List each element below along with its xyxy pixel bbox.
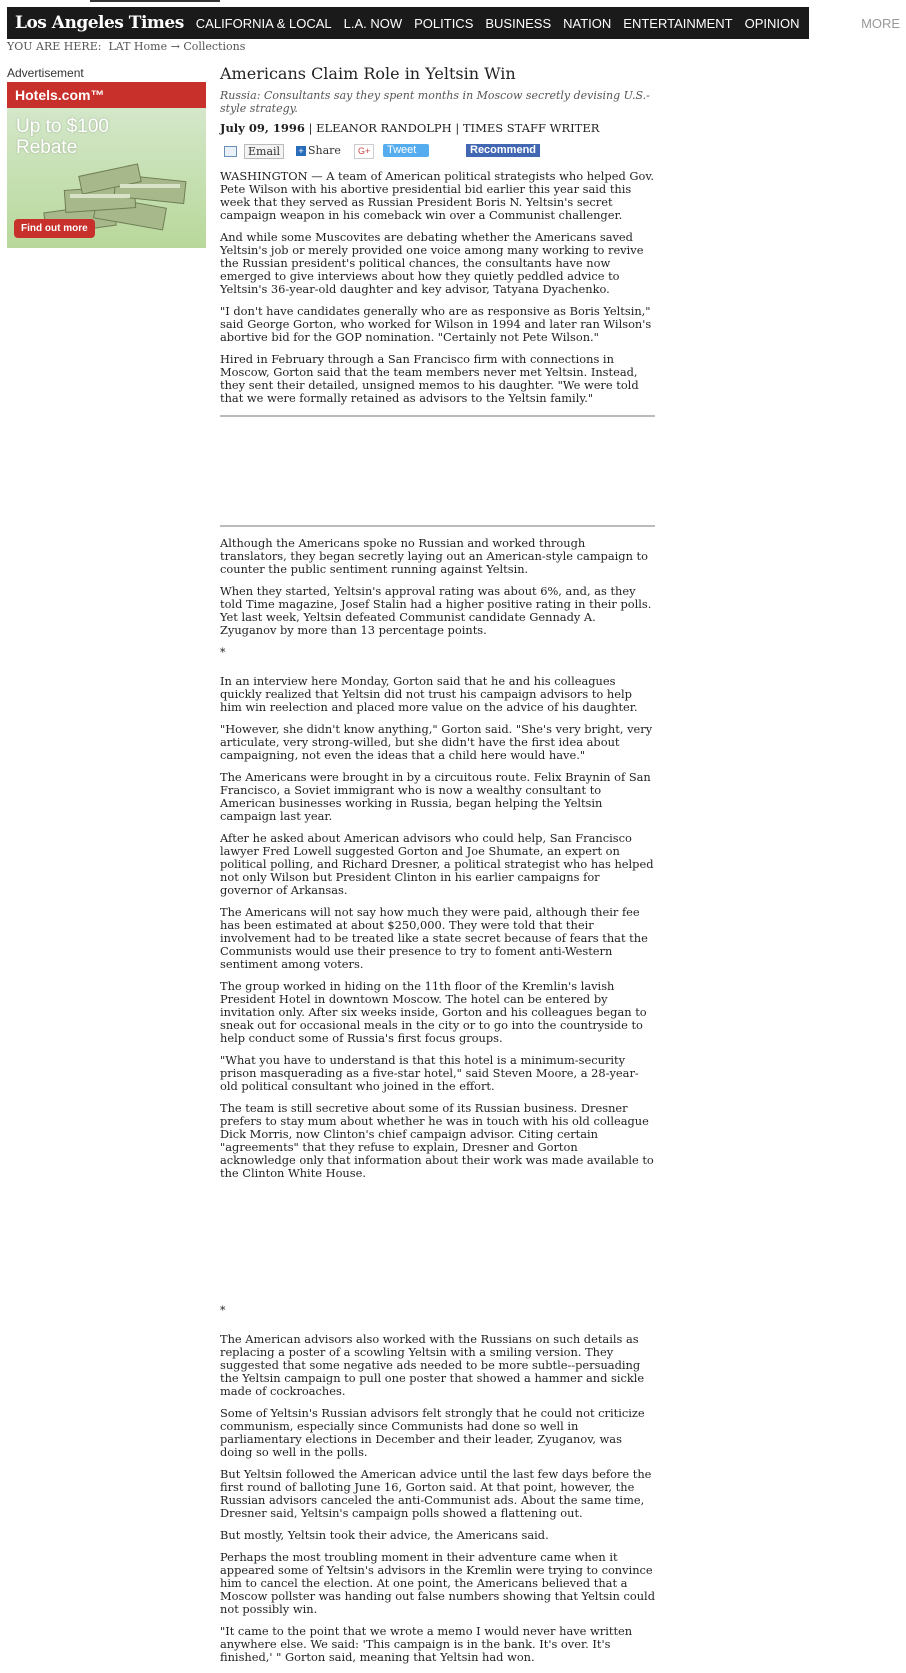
article-paragraph: But Yeltsin followed the American advice until the last few days before the first round of balloting June 16, Gorton said. At that point, however, the Russian advisors canceled the anti-Communist ads. About the same time, Dresner said, Yeltsin's campaign polls showed a flattening out. [220, 1467, 652, 1520]
share-toolbar [220, 144, 655, 158]
article-paragraph: "I don't have candidates generally who are as responsive as Boris Yeltsin," said George Gorton, who worked for Wilson in 1994 and later ran Wilson's abortive bid for the GOP nomination. "Certainly not Pete Wilson." [220, 304, 652, 344]
share-button[interactable] [296, 144, 341, 157]
top-rule [90, 0, 220, 2]
article-headline: Americans Claim Role in Yeltsin Win [220, 64, 516, 83]
article-subhead: Russia: Consultants say they spent months in Moscow secretly devising U.S.-style strategy. [220, 89, 650, 115]
article-paragraph: The Americans will not say how much they were paid, although their fee has been estimated at about $250,000. They were told that their involvement had to be treated like a state secret because of fears that the Communists would use their presence to try to foment anti-Western sentiment among voters. [220, 905, 648, 971]
hotels-ad-banner[interactable] [7, 82, 206, 248]
article-date: July 09, 1996 [220, 121, 305, 135]
article-author[interactable]: ELEANOR RANDOLPH [316, 121, 452, 135]
nav-item-nation[interactable]: NATION [563, 15, 612, 31]
article-paragraph: The team is still secretive about some of its Russian business. Dresner prefers to stay mum about whether he was in touch with his old colleague Dick Morris, now Clinton's chief campaign advisor. Citing certain "agreements" that they refuse to explain, Dresner and Gorton acknowledge only that information about their work was made available to the Clinton White House. [220, 1101, 654, 1180]
article-paragraph: But mostly, Yeltsin took their advice, the Americans said. [220, 1528, 549, 1542]
ad-headline [16, 116, 109, 158]
breadcrumb [7, 40, 245, 53]
article-paragraph: WASHINGTON — A team of American political strategists who helped Gov. Pete Wilson with his abortive presidential bid earlier this year said this week that they served as Russian President Boris N. Yeltsin's secret campaign weapon in his comeback win over a Communist challenger. [220, 169, 655, 222]
nav-item-california-local[interactable]: CALIFORNIA & LOCAL [195, 15, 332, 31]
byline-separator: | [455, 121, 460, 135]
top-nav-bar [7, 7, 901, 39]
article-paragraph: The American advisors also worked with the Russians on such details as replacing a poster of a scowling Yeltsin with a smiling version. They suggested that some negative ads needed to be more subtle--persuading the Yeltsin campaign to pull one poster that showed a hammer and sickle made of cockroaches. [220, 1332, 645, 1398]
article-paragraph: "However, she didn't know anything," Gorton said. "She's very bright, very articulate, very strong-willed, but she didn't have the first idea about campaigning, not even the ideas that a child here would have." [220, 722, 653, 762]
ad-headline-line1: Up to $100 [16, 116, 109, 137]
facebook-recommend-button[interactable]: Recommend [466, 144, 540, 157]
article [220, 64, 655, 1673]
advertisement-label: Advertisement [7, 66, 84, 80]
byline-separator: | [308, 121, 313, 135]
ad-headline-line2: Rebate [16, 137, 78, 158]
article-paragraph: When they started, Yeltsin's approval rating was about 6%, and, as they told Time magazine, Josef Stalin had a higher positive rating in their polls. Yet last week, Yeltsin defeated Communist candidate Gennady A. Zyuganov by more than 13 percentage points. [220, 584, 652, 637]
article-paragraph: Some of Yeltsin's Russian advisors felt strongly that he could not criticize communism, especially since Communists had done so well in parliamentary elections in December and their leader, Zyuganov, was doing so well in the polls. [220, 1406, 645, 1459]
plus-icon: + [296, 146, 306, 156]
article-paragraph: After he asked about American advisors who could help, San Francisco lawyer Fred Lowell suggested Gorton and Joe Shumate, an expert on political polling, and Richard Dresner, a political strategist who has helped not only Wilson but President Clinton in his earlier campaigns for governor of Arkansas. [220, 831, 654, 897]
nav-item-business[interactable]: BUSINESS [485, 15, 552, 31]
section-break-asterisk: * [220, 646, 226, 659]
inline-ad-slot [220, 1189, 655, 1298]
article-paragraph: Hired in February through a San Francisco firm with connections in Moscow, Gorton said that the team members never met Yeltsin. Instead, they sent their detailed, unsigned memos to his daughter. "We were told that we were formally retained as advisors to the Yeltsin family." [220, 352, 639, 405]
ad-divider-bottom [220, 525, 655, 527]
nav-item-politics[interactable]: POLITICS [414, 15, 474, 31]
article-paragraph: "It came to the point that we wrote a memo I would never have written anywhere else. We said: 'This campaign is in the bank. It's over. It's finished,' " Gorton said, meaning that Yeltsin had won. [220, 1624, 633, 1664]
nav-item-entertainment[interactable]: ENTERTAINMENT [623, 15, 733, 31]
breadcrumb-arrow: → [170, 40, 180, 53]
lat-logo[interactable]: Los Angeles Times [15, 13, 184, 33]
nav-item-more[interactable]: MORE [861, 15, 901, 31]
breadcrumb-collections-link[interactable]: Collections [183, 40, 246, 53]
share-label: Share [308, 144, 341, 157]
article-paragraph: The group worked in hiding on the 11th floor of the Kremlin's lavish President Hotel in downtown Moscow. The hotel can be entered by invitation only. After six weeks inside, Gorton and his colleagues began to sneak out for occasional meals in the city or to go into the countryside to help conduct some of Russia's first focus groups. [220, 979, 647, 1045]
article-paragraph: "What you have to understand is that this hotel is a minimum-security prison masquerading as a five-star hotel," said Steven Moore, a 28-year-old political consultant who joined in the effort. [220, 1053, 639, 1093]
print-icon[interactable] [224, 146, 237, 157]
tweet-button[interactable]: Tweet [383, 144, 429, 157]
article-byline [220, 121, 655, 135]
email-button[interactable]: Email [244, 144, 284, 159]
ad-find-out-more-button[interactable]: Find out more [14, 219, 95, 238]
article-paragraph: And while some Muscovites are debating whether the Americans saved Yeltsin's job or merely provided one voice among many working to revive the Russian president's political chances, the consultants have now emerged to give interviews about how they quietly peddled advice to Yeltsin's 36-year-old daughter and key advisor, Tatyana Dyachenko. [220, 230, 644, 296]
nav-item-food[interactable]: FOOD [811, 15, 850, 31]
google-plus-button[interactable]: G+ [354, 144, 374, 159]
ad-brand-logo: Hotels.com™ [7, 82, 206, 108]
section-break-asterisk: * [220, 1304, 226, 1317]
inline-ad-slot [220, 417, 655, 525]
article-paragraph: Although the Americans spoke no Russian and worked through translators, they began secretly laying out an American-style campaign to counter the public sentiment running against Yeltsin. [220, 536, 648, 576]
article-paragraph: Perhaps the most troubling moment in their adventure came when it appeared some of Yeltsin's advisors in the Kremlin were trying to convince him to cancel the election. At one point, the Americans believed that a Moscow pollster was handing out false numbers showing that Yeltsin could not possibly win. [220, 1550, 655, 1616]
article-paragraph: The Americans were brought in by a circuitous route. Felix Braynin of San Francisco, a Soviet immigrant who is now a wealthy consultant to American businesses working in Russia, began helping the Yeltsin campaign last year. [220, 770, 651, 823]
author-role: TIMES STAFF WRITER [462, 121, 600, 135]
nav-item-opinion[interactable]: OPINION [744, 15, 800, 31]
breadcrumb-prefix: YOU ARE HERE: [7, 40, 102, 53]
breadcrumb-home-link[interactable]: LAT Home [108, 40, 168, 53]
article-paragraph: In an interview here Monday, Gorton said that he and his colleagues quickly realized that Yeltsin did not trust his campaign advisors to help him win reelection and placed more value on the advice of his daughter. [220, 674, 638, 714]
nav-item-la-now[interactable]: L.A. NOW [343, 15, 403, 31]
